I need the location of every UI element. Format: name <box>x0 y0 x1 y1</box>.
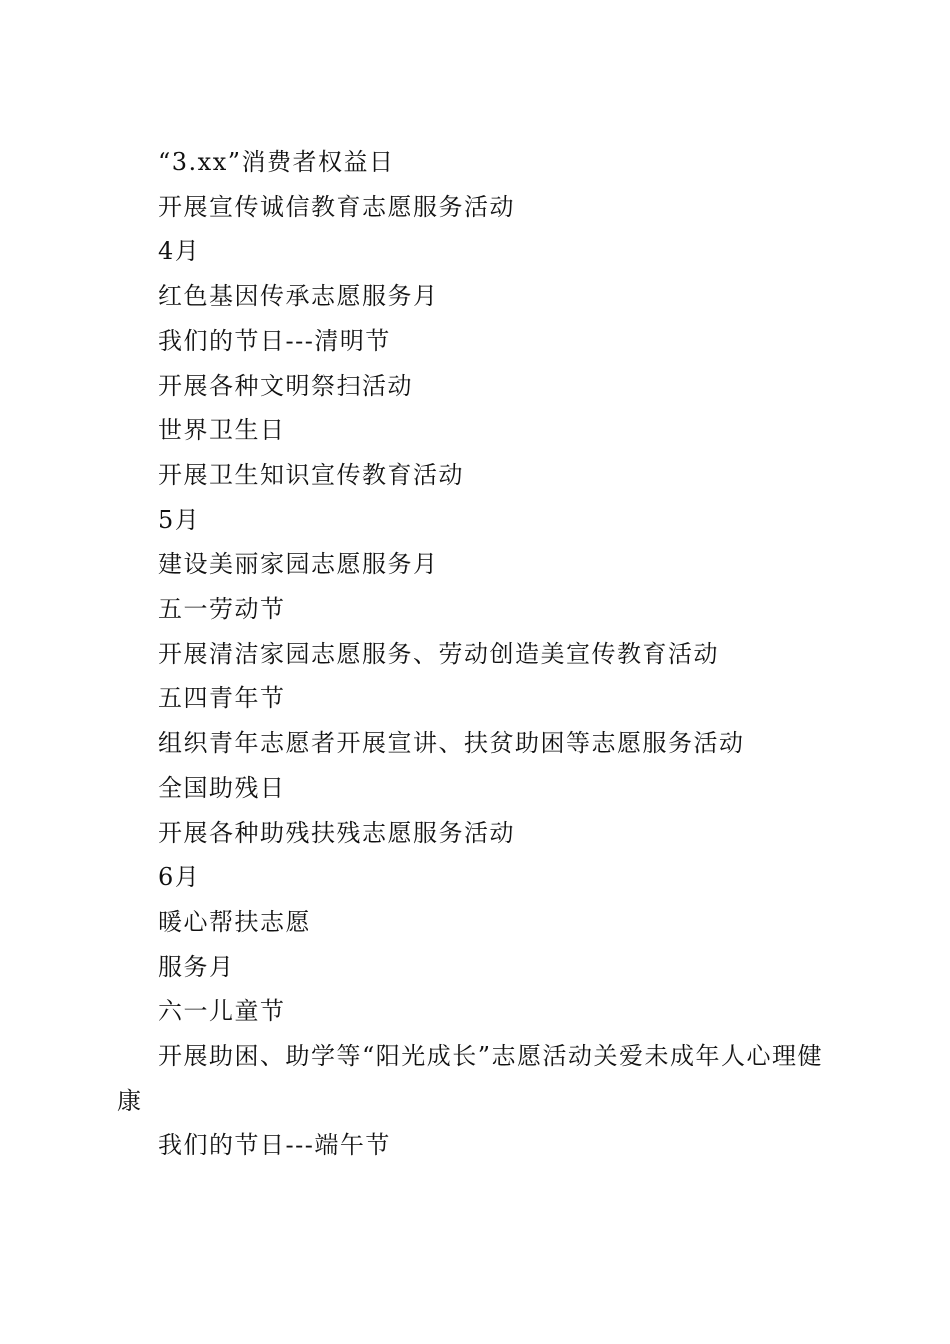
document-body <box>117 140 837 1168</box>
text-line: “3.xx”消费者权益日 <box>158 148 395 176</box>
text-line: 4月 <box>158 237 201 266</box>
text-line: 开展宣传诚信教育志愿服务活动 <box>158 192 515 221</box>
text-line: 五一劳动节 <box>158 595 286 624</box>
text-line: 世界卫生日 <box>158 416 286 445</box>
text-line: 我们的节日---清明节 <box>158 326 391 355</box>
text-line: 六一儿童节 <box>158 997 286 1026</box>
text-line: 开展卫生知识宣传教育活动 <box>158 460 464 489</box>
text-line: 我们的节日---端午节 <box>158 1131 391 1160</box>
text-line: 建设美丽家园志愿服务月 <box>158 550 439 579</box>
text-line: 6月 <box>158 863 201 892</box>
text-line: 开展各种助残扶残志愿服务活动 <box>158 818 515 847</box>
text-line: 组织青年志愿者开展宣讲、扶贫助困等志愿服务活动 <box>158 729 745 758</box>
text-line: 暖心帮扶志愿 <box>158 907 311 936</box>
text-line: 红色基因传承志愿服务月 <box>158 282 439 311</box>
text-line: 开展助困、助学等“阳光成长”志愿活动关爱未成年人心理健康 <box>117 1042 824 1115</box>
text-line: 开展各种文明祭扫活动 <box>158 371 413 400</box>
text-line: 五四青年节 <box>158 684 286 713</box>
text-line: 5月 <box>158 505 201 534</box>
text-line: 服务月 <box>158 952 235 981</box>
text-line: 开展清洁家园志愿服务、劳动创造美宣传教育活动 <box>158 639 719 668</box>
text-line: 全国助残日 <box>158 773 286 802</box>
